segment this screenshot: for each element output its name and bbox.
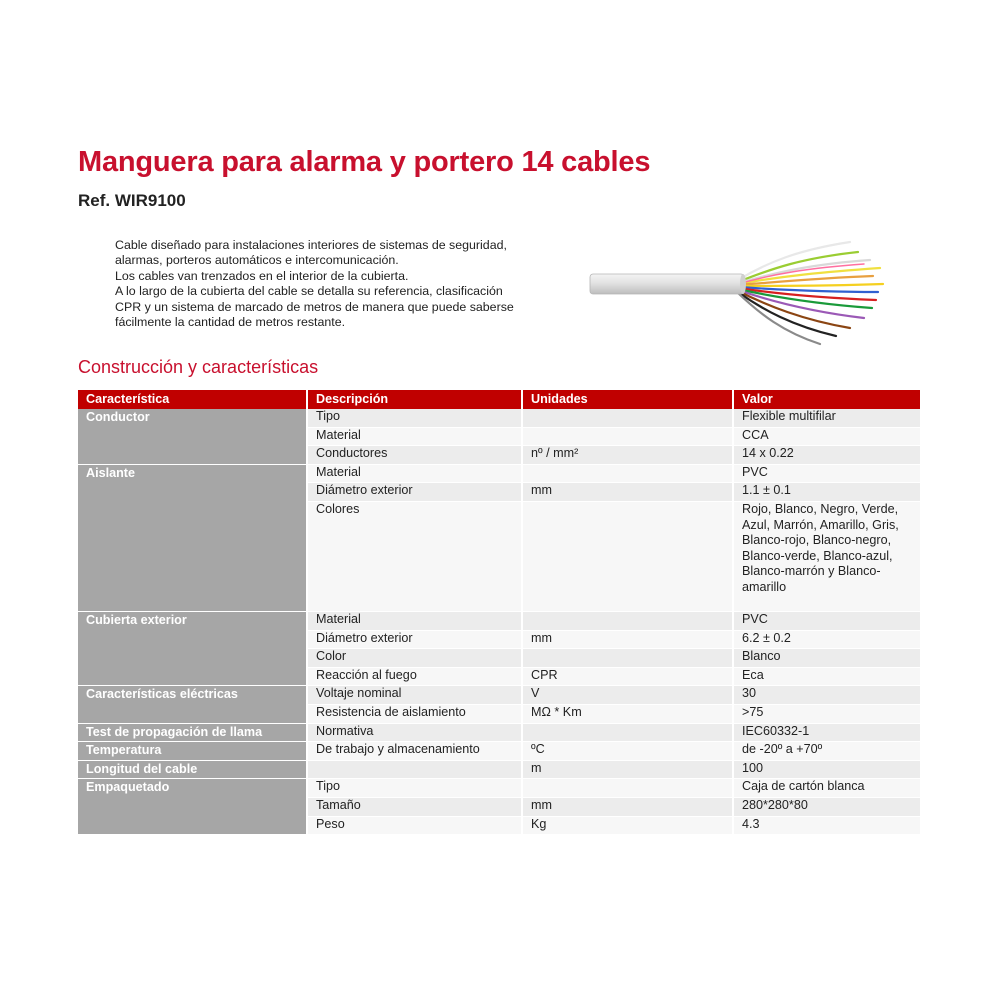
table-row: [78, 779, 921, 798]
value-cell: 1.1 ± 0.1: [733, 483, 921, 502]
units-cell: [522, 649, 733, 668]
value-cell: PVC: [733, 612, 921, 631]
category-cell: Empaquetado: [78, 779, 307, 835]
units-cell: [522, 612, 733, 631]
table-row: [78, 409, 921, 428]
category-cell: Test de propagación de llama: [78, 723, 307, 742]
header-valor: Valor: [733, 390, 921, 409]
description-cell: Conductores: [307, 446, 522, 465]
category-cell: Temperatura: [78, 742, 307, 761]
category-cell: Aislante: [78, 464, 307, 611]
cable-image: [588, 232, 888, 352]
table-row: [78, 686, 921, 705]
units-cell: [522, 723, 733, 742]
description-line: Cable diseñado para instalaciones interiores de sistemas de seguridad,: [115, 238, 507, 252]
units-cell: Kg: [522, 816, 733, 835]
description-cell: Tamaño: [307, 798, 522, 817]
value-cell: IEC60332-1: [733, 723, 921, 742]
description-line: CPR y un sistema de marcado de metros de manera que puede saberse: [115, 299, 514, 314]
value-cell: Rojo, Blanco, Negro, Verde, Azul, Marrón, Amarillo, Gris, Blanco-rojo, Blanco-negro, Blanco-verde, Blanco-azul, Blanco-marrón y Blanco-amarillo: [733, 502, 921, 612]
description-cell: Material: [307, 612, 522, 631]
description-cell: Color: [307, 649, 522, 668]
value-cell: 4.3: [733, 816, 921, 835]
value-cell: 6.2 ± 0.2: [733, 630, 921, 649]
header-descripcion: Descripción: [307, 390, 522, 409]
table-header-row: [78, 390, 921, 409]
description-cell: Material: [307, 427, 522, 446]
value-cell: 100: [733, 760, 921, 779]
description-line: Los cables van trenzados en el interior de la cubierta.: [115, 268, 409, 283]
description-cell: Normativa: [307, 723, 522, 742]
units-cell: [522, 464, 733, 483]
category-cell: Longitud del cable: [78, 760, 307, 779]
description-cell: Material: [307, 464, 522, 483]
description-line: alarmas, porteros automáticos e intercomunicación.: [115, 253, 399, 268]
header-unidades: Unidades: [522, 390, 733, 409]
description-line: fácilmente la cantidad de metros restante.: [115, 315, 346, 330]
description-cell: Tipo: [307, 409, 522, 428]
value-cell: de -20º a +70º: [733, 742, 921, 761]
category-cell: Conductor: [78, 409, 307, 465]
value-cell: Caja de cartón blanca: [733, 779, 921, 798]
description-cell: [307, 760, 522, 779]
section-title: Construcción y características: [78, 357, 319, 377]
units-cell: [522, 502, 733, 612]
table-row: [78, 464, 921, 483]
table-row: [78, 723, 921, 742]
value-cell: Blanco: [733, 649, 921, 668]
description-cell: De trabajo y almacenamiento: [307, 742, 522, 761]
value-cell: CCA: [733, 427, 921, 446]
units-cell: [522, 779, 733, 798]
units-cell: m: [522, 760, 733, 779]
description-cell: Colores: [307, 502, 522, 612]
units-cell: mm: [522, 798, 733, 817]
description-cell: Reacción al fuego: [307, 667, 522, 686]
description-cell: Voltaje nominal: [307, 686, 522, 705]
description-cell: Diámetro exterior: [307, 483, 522, 502]
spec-table: [78, 390, 922, 835]
value-cell: 30: [733, 686, 921, 705]
header-caracteristica: Característica: [78, 390, 307, 409]
value-cell: 14 x 0.22: [733, 446, 921, 465]
units-cell: MΩ * Km: [522, 705, 733, 724]
units-cell: [522, 409, 733, 428]
description-cell: Diámetro exterior: [307, 630, 522, 649]
units-cell: ºC: [522, 742, 733, 761]
units-cell: CPR: [522, 667, 733, 686]
product-reference: Ref. WIR9100: [78, 191, 186, 210]
value-cell: >75: [733, 705, 921, 724]
description-cell: Tipo: [307, 779, 522, 798]
table-row: [78, 612, 921, 631]
description-cell: Resistencia de aislamiento: [307, 705, 522, 724]
units-cell: nº / mm²: [522, 446, 733, 465]
units-cell: mm: [522, 483, 733, 502]
units-cell: V: [522, 686, 733, 705]
table-row: [78, 742, 921, 761]
category-cell: Cubierta exterior: [78, 612, 307, 686]
units-cell: [522, 427, 733, 446]
value-cell: PVC: [733, 464, 921, 483]
value-cell: Flexible multifilar: [733, 409, 921, 428]
value-cell: Eca: [733, 667, 921, 686]
description-cell: Peso: [307, 816, 522, 835]
table-row: [78, 760, 921, 779]
value-cell: 280*280*80: [733, 798, 921, 817]
units-cell: mm: [522, 630, 733, 649]
category-cell: Características eléctricas: [78, 686, 307, 723]
product-description: [115, 238, 585, 330]
description-line: A lo largo de la cubierta del cable se detalla su referencia, clasificación: [115, 284, 503, 299]
page-title: Manguera para alarma y portero 14 cables: [78, 146, 651, 178]
